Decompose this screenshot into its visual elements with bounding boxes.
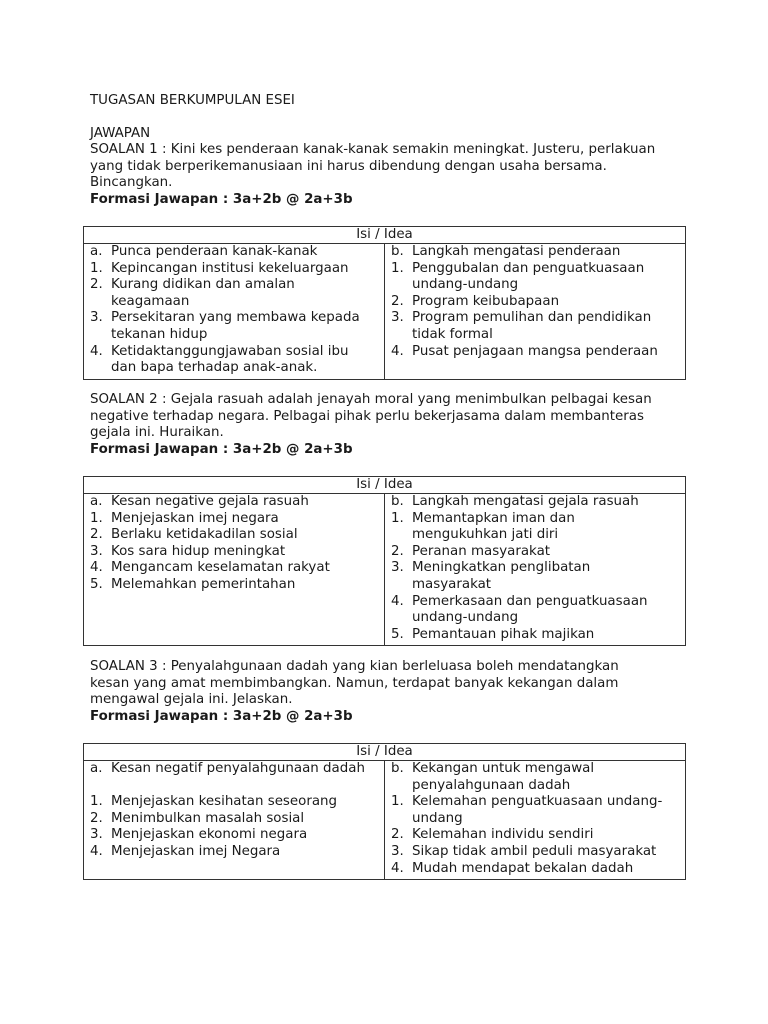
document-header bbox=[90, 93, 690, 143]
question-line: gejala ini. Huraikan. bbox=[90, 425, 224, 441]
idea-item-text: Menjejaskan ekonomi negara bbox=[111, 827, 308, 843]
idea-item-number: 3. bbox=[391, 310, 404, 326]
idea-item-number: a. bbox=[90, 761, 103, 776]
idea-item-text: Kesan negative gejala rasuah bbox=[111, 494, 309, 509]
idea-item-number: 4. bbox=[90, 843, 103, 859]
idea-item-text: Ketidaktanggungjawaban sosial ibu bbox=[111, 343, 349, 359]
idea-item-number: 1. bbox=[90, 260, 103, 276]
idea-list-item bbox=[84, 844, 384, 861]
idea-list-item bbox=[385, 794, 685, 827]
question-line: SOALAN 1 : Kini kes penderaan kanak-kanak semakin meningkat. Justeru, perlakuan bbox=[90, 142, 656, 157]
idea-list-item bbox=[385, 544, 685, 561]
idea-list-item bbox=[385, 494, 685, 511]
idea-item-text: undang-undang bbox=[412, 610, 519, 626]
idea-item-number: 4. bbox=[391, 343, 404, 359]
idea-item-number: b. bbox=[391, 761, 404, 776]
idea-list-item bbox=[385, 560, 685, 593]
idea-table-1 bbox=[83, 226, 686, 380]
idea-item-text: Menimbulkan masalah sosial bbox=[111, 810, 305, 826]
idea-list-item bbox=[84, 778, 384, 795]
idea-item-text: Persekitaran yang membawa kepada bbox=[111, 310, 360, 326]
idea-item-number: b. bbox=[391, 244, 404, 259]
idea-item-text: Program pemulihan dan pendidikan bbox=[412, 310, 652, 326]
idea-item-text: Mudah mendapat bekalan dadah bbox=[412, 860, 634, 876]
idea-item-text: Kelemahan penguatkuasaan undang- bbox=[412, 794, 663, 810]
idea-list-item bbox=[385, 244, 685, 261]
idea-item-number: 4. bbox=[90, 560, 103, 576]
idea-item-number: 1. bbox=[391, 260, 404, 276]
idea-item-number: 5. bbox=[90, 576, 103, 592]
idea-item-number: 2. bbox=[391, 827, 404, 843]
idea-item-text: Kelemahan individu sendiri bbox=[412, 827, 594, 843]
idea-list-item bbox=[385, 261, 685, 294]
idea-list-item bbox=[385, 861, 685, 878]
idea-list-item bbox=[84, 344, 384, 377]
idea-item-text: tidak formal bbox=[412, 326, 493, 342]
idea-item-text: Kurang didikan dan amalan bbox=[111, 277, 295, 293]
idea-item-text: Memantapkan iman dan bbox=[412, 510, 575, 526]
idea-item-number: 2. bbox=[90, 277, 103, 293]
idea-item-text: masyarakat bbox=[412, 576, 492, 592]
idea-list-item bbox=[84, 310, 384, 343]
question-line: mengawal gejala ini. Jelaskan. bbox=[90, 692, 293, 708]
idea-column-a bbox=[84, 761, 385, 880]
idea-item-number: a. bbox=[90, 244, 103, 259]
idea-table-header: Isi / Idea bbox=[84, 477, 686, 494]
idea-item-text bbox=[111, 778, 384, 795]
idea-column-b bbox=[385, 244, 686, 380]
document-title: TUGASAN BERKUMPULAN ESEI bbox=[90, 93, 295, 108]
idea-list-item bbox=[385, 844, 685, 861]
idea-list-item bbox=[84, 277, 384, 310]
idea-list-item bbox=[84, 577, 384, 594]
idea-list-item bbox=[385, 310, 685, 343]
idea-item-text: Menjejaskan imej negara bbox=[111, 510, 279, 526]
idea-item-text: Langkah mengatasi penderaan bbox=[412, 244, 621, 259]
question-line: Bincangkan. bbox=[90, 175, 173, 191]
question-1 bbox=[90, 142, 690, 208]
idea-item-text: undang bbox=[412, 810, 463, 826]
idea-list-item bbox=[385, 594, 685, 627]
idea-item-text: dan bapa terhadap anak-anak. bbox=[111, 360, 318, 376]
idea-item-number: 2. bbox=[90, 527, 103, 543]
idea-item-number: 1. bbox=[90, 510, 103, 526]
idea-list-item bbox=[385, 344, 685, 361]
answer-label: JAWAPAN bbox=[90, 126, 151, 142]
idea-item-number: 2. bbox=[90, 810, 103, 826]
idea-list-item bbox=[84, 494, 384, 511]
idea-list-item bbox=[385, 627, 685, 644]
idea-item-text: keagamaan bbox=[111, 293, 190, 309]
idea-item-number: 4. bbox=[90, 343, 103, 359]
idea-item-number: 1. bbox=[391, 510, 404, 526]
idea-list-item bbox=[385, 761, 685, 794]
idea-list-item bbox=[84, 827, 384, 844]
idea-item-text: Penggubalan dan penguatkuasaan bbox=[412, 260, 645, 276]
idea-item-text: Pemerkasaan dan penguatkuasaan bbox=[412, 593, 648, 609]
idea-item-number: 4. bbox=[391, 860, 404, 876]
idea-item-text: Punca penderaan kanak-kanak bbox=[111, 244, 318, 259]
answer-formation: Formasi Jawapan : 3a+2b @ 2a+3b bbox=[90, 441, 353, 457]
answer-formation: Formasi Jawapan : 3a+2b @ 2a+3b bbox=[90, 708, 353, 724]
idea-item-text: Sikap tidak ambil peduli masyarakat bbox=[412, 843, 657, 859]
idea-item-number: b. bbox=[391, 494, 404, 509]
idea-item-number: 2. bbox=[391, 543, 404, 559]
idea-list-item bbox=[84, 761, 384, 778]
idea-item-text: mengukuhkan jati diri bbox=[412, 527, 559, 543]
idea-list-item bbox=[84, 560, 384, 577]
idea-item-text: Kekangan untuk mengawal bbox=[412, 761, 595, 776]
question-line: SOALAN 2 : Gejala rasuah adalah jenayah moral yang menimbulkan pelbagai kesan bbox=[90, 392, 652, 407]
idea-item-number: 5. bbox=[391, 626, 404, 642]
idea-item-text: Mengancam keselamatan rakyat bbox=[111, 560, 330, 576]
idea-column-a bbox=[84, 244, 385, 380]
idea-item-number: 3. bbox=[90, 310, 103, 326]
question-2 bbox=[90, 392, 690, 458]
idea-item-text: Meningkatkan penglibatan bbox=[412, 560, 591, 576]
idea-table-3 bbox=[83, 743, 686, 880]
idea-list-item bbox=[84, 794, 384, 811]
question-line: yang tidak berperikemanusiaan ini harus dibendung dengan usaha bersama. bbox=[90, 158, 607, 174]
idea-list-item bbox=[84, 261, 384, 278]
idea-item-text: Kesan negatif penyalahgunaan dadah bbox=[111, 761, 365, 776]
idea-column-b bbox=[385, 761, 686, 880]
idea-item-number: 2. bbox=[391, 293, 404, 309]
idea-list-item bbox=[385, 511, 685, 544]
idea-item-number: 3. bbox=[90, 827, 103, 843]
idea-item-number: 1. bbox=[90, 794, 103, 810]
idea-list-item bbox=[84, 527, 384, 544]
idea-list-item bbox=[84, 544, 384, 561]
idea-item-text: Kos sara hidup meningkat bbox=[111, 543, 286, 559]
idea-column-b bbox=[385, 494, 686, 646]
idea-item-number: 3. bbox=[90, 543, 103, 559]
idea-item-text: Berlaku ketidakadilan sosial bbox=[111, 527, 298, 543]
idea-table-header: Isi / Idea bbox=[84, 227, 686, 244]
question-3 bbox=[90, 659, 690, 725]
question-line: SOALAN 3 : Penyalahgunaan dadah yang kian berleluasa boleh mendatangkan bbox=[90, 659, 619, 674]
idea-list-item bbox=[84, 811, 384, 828]
idea-item-text: Langkah mengatasi gejala rasuah bbox=[412, 494, 639, 509]
answer-formation: Formasi Jawapan : 3a+2b @ 2a+3b bbox=[90, 191, 353, 207]
question-line: negative terhadap negara. Pelbagai pihak perlu bekerjasama dalam membanteras bbox=[90, 408, 644, 424]
idea-item-text: Pemantauan pihak majikan bbox=[412, 626, 595, 642]
question-line: kesan yang amat membimbangkan. Namun, terdapat banyak kekangan dalam bbox=[90, 675, 619, 691]
idea-item-text: undang-undang bbox=[412, 277, 519, 293]
idea-column-a bbox=[84, 494, 385, 646]
idea-table-header: Isi / Idea bbox=[84, 744, 686, 761]
idea-list-item bbox=[84, 511, 384, 528]
idea-item-text: Program keibubapaan bbox=[412, 293, 560, 309]
idea-item-text: Peranan masyarakat bbox=[412, 543, 551, 559]
idea-item-text: Pusat penjagaan mangsa penderaan bbox=[412, 343, 658, 359]
idea-item-text: penyalahgunaan dadah bbox=[412, 777, 571, 793]
idea-table-2 bbox=[83, 476, 686, 646]
idea-item-text: Melemahkan pemerintahan bbox=[111, 576, 296, 592]
idea-item-number: a. bbox=[90, 494, 103, 509]
idea-item-number: 3. bbox=[391, 843, 404, 859]
idea-item-number: 4. bbox=[391, 593, 404, 609]
idea-item-text: tekanan hidup bbox=[111, 326, 208, 342]
idea-item-text: Kepincangan institusi kekeluargaan bbox=[111, 260, 349, 276]
idea-item-text: Menjejaskan imej Negara bbox=[111, 843, 281, 859]
idea-list-item bbox=[385, 294, 685, 311]
idea-item-number: 3. bbox=[391, 560, 404, 576]
idea-item-number: 1. bbox=[391, 794, 404, 810]
idea-list-item bbox=[84, 244, 384, 261]
idea-list-item bbox=[385, 827, 685, 844]
idea-item-text: Menjejaskan kesihatan seseorang bbox=[111, 794, 338, 810]
